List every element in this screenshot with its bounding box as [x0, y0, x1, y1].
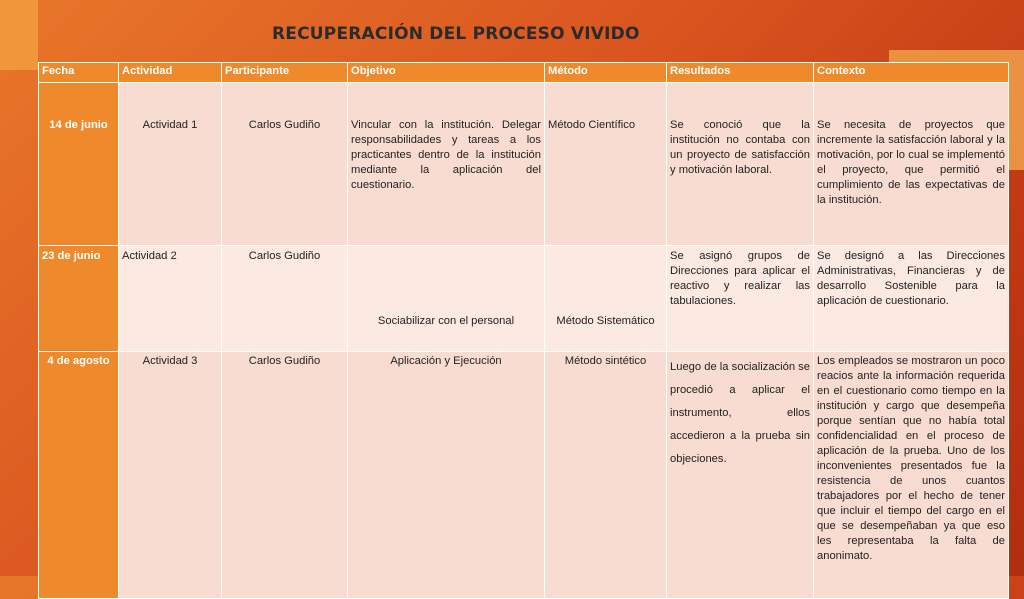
table-row [39, 352, 1009, 599]
cell-actividad: Actividad 1 [119, 83, 222, 246]
decorative-block-left [0, 0, 38, 70]
cell-objetivo: Vincular con la institución. Delegar responsabilidades y tareas a los practicantes dentro de la institución mediante la aplicación del cuestionario. [348, 83, 545, 246]
table-row [39, 83, 1009, 246]
cell-participante: Carlos Gudiño [222, 83, 348, 246]
cell-participante: Carlos Gudiño [222, 352, 348, 599]
cell-contexto: Los empleados se mostraron un poco reacios ante la información requerida en el cuestionario como tiempo en la institución y cargo que desempeña porque sentían que no había total confidencialidad en el proceso de aplicación de la prueba. Uno de los inconvenientes presentados fue la resistencia de unos cuantos trabajadores por el hecho de tener que incluir el tiempo del cargo en el que se desempeñaban ya que eso les representaba la falta de anonimato. [814, 352, 1009, 599]
cell-fecha: 14 de junio [39, 83, 119, 246]
cell-metodo: Método sintético [545, 352, 667, 599]
cell-actividad: Actividad 3 [119, 352, 222, 599]
cell-contexto: Se necesita de proyectos que incremente la satisfacción laboral y la motivación, por lo cual se implementó el proyecto, que permitió el cumplimiento de las expectativas de la institución. [814, 83, 1009, 246]
cell-objetivo: Aplicación y Ejecución [348, 352, 545, 599]
header-fecha: Fecha [39, 63, 119, 83]
table-header-row [39, 63, 1009, 83]
cell-fecha: 4 de agosto [39, 352, 119, 599]
cell-objetivo: Sociabilizar con el personal [348, 246, 545, 352]
cell-metodo: Método Sistemático [545, 246, 667, 352]
cell-metodo: Método Científico [545, 83, 667, 246]
cell-contexto: Se designó a las Direcciones Administrativas, Financieras y de desarrollo Sostenible para la aplicación de cuestionario. [814, 246, 1009, 352]
header-actividad: Actividad [119, 63, 222, 83]
cell-resultados: Se asignó grupos de Direcciones para aplicar el reactivo y realizar las tabulaciones. [667, 246, 814, 352]
page-title: RECUPERACIÓN DEL PROCESO VIVIDO [272, 24, 640, 44]
header-objetivo: Objetivo [348, 63, 545, 83]
header-metodo: Método [545, 63, 667, 83]
cell-participante: Carlos Gudiño [222, 246, 348, 352]
header-contexto: Contexto [814, 63, 1009, 83]
cell-resultados: Luego de la socialización se procedió a aplicar el instrumento, ellos accedieron a la prueba sin objeciones. [667, 352, 814, 599]
header-participante: Participante [222, 63, 348, 83]
cell-resultados: Se conoció que la institución no contaba con un proyecto de satisfacción y motivación laboral. [667, 83, 814, 246]
cell-actividad: Actividad 2 [119, 246, 222, 352]
process-table [38, 62, 1009, 599]
cell-fecha: 23 de junio [39, 246, 119, 352]
table-row [39, 246, 1009, 352]
header-resultados: Resultados [667, 63, 814, 83]
